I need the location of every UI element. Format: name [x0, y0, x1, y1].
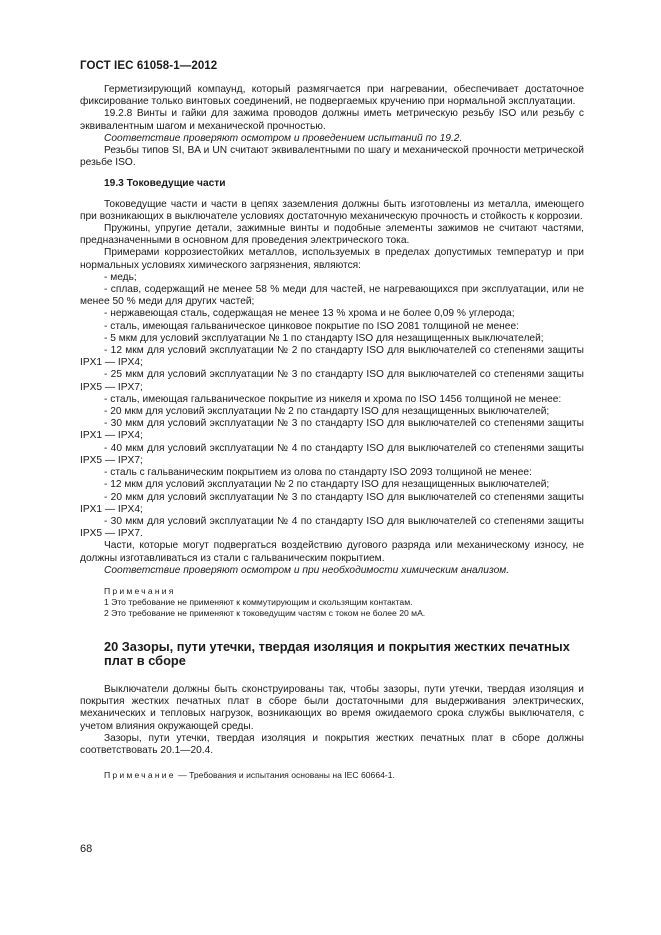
- section-20-heading: 20 Зазоры, пути утечки, твердая изоляция и покрытия жестких печатных плат в сборе: [104, 638, 570, 669]
- page-number: 68: [80, 843, 93, 855]
- s193-paragraph-4: Части, которые могут подвергаться воздействию дугового разряда или механическому износу, не должны изготавливаться из стали с гальваническим покрытием.: [80, 540, 584, 564]
- s193-paragraph-1: Токоведущие части и части в цепях заземления должны быть изготовлены из металла, имеющего при возникающих в выключателе условиях достаточную механическую прочность и стойкость к коррозии.: [80, 198, 584, 222]
- compliance-check-19-2: Соответствие проверяют осмотром и проведением испытаний по 19.2.: [104, 132, 463, 144]
- document-header: ГОСТ IEC 61058-1—2012: [80, 60, 218, 72]
- note-text: — Требования и испытания основаны на IEC 60664-1.: [175, 770, 395, 781]
- clause-19-2-8: 19.2.8 Винты и гайки для зажима проводов должны иметь метрическую резьбу ISO или резьбу с эквивалентным шагом и механической прочностью.: [80, 108, 584, 132]
- section-19-3-heading: 19.3 Токоведущие части: [104, 178, 226, 190]
- list-item: - сплав, содержащий не менее 58 % меди для частей, не нагревающихся при эксплуатации, или не менее 50 % меди для других частей;: [80, 284, 584, 308]
- note-label: Примечание: [104, 770, 176, 781]
- s20-paragraph-2: Зазоры, пути утечки, твердая изоляция и покрытия жестких печатных плат в сборе должны соответствовать 20.1—20.4.: [80, 732, 584, 756]
- list-item: - 20 мкм для условий эксплуатации № 3 по стандарту ISO для выключателей со степенями защиты IPX1 — IPX4;: [80, 491, 584, 515]
- list-item: - 20 мкм для условий эксплуатации № 2 по стандарту ISO для незащищенных выключателей;: [104, 406, 550, 418]
- section-20-note: [80, 769, 584, 781]
- note-2: 2 Это требование не применяют к токоведущим частям с током не более 20 мА.: [104, 607, 426, 618]
- list-item: - медь;: [104, 271, 137, 283]
- list-item: - сталь с гальваническим покрытием из олова по стандарту ISO 2093 толщиной не менее:: [104, 467, 532, 479]
- list-item: - 12 мкм для условий эксплуатации № 2 по стандарту ISO для выключателей со степенями защиты IPX1 — IPX4;: [80, 345, 584, 369]
- intro-paragraph-1: Герметизирующий компаунд, который размягчается при нагревании, обеспечивает достаточное фиксирование только винтовых соединений, не подвергаемых кручению при нормальной эксплуатации.: [80, 84, 584, 108]
- s193-paragraph-2: Пружины, упругие детали, зажимные винты и подобные элементы зажимов не считают частями, предназначенными в основном для проведения электрического тока.: [80, 223, 584, 247]
- s193-paragraph-3: Примерами коррозиестойких металлов, используемых в пределах допустимых температур и при нормальных условиях химического загрязнения, являются:: [80, 247, 584, 271]
- s20-paragraph-1: Выключатели должны быть сконструированы так, чтобы зазоры, пути утечки, твердая изоляция и покрытия жестких печатных плат в сборе были достаточными для выдерживания электрических, механических и тепловых нагрузок, возникающих во время ожидаемого срока службы выключателя, с учетом влияния окружающей среды.: [80, 683, 584, 732]
- list-item: - 25 мкм для условий эксплуатации № 3 по стандарту ISO для выключателей со степенями защиты IPX5 — IPX7;: [80, 369, 584, 393]
- list-item: - 30 мкм для условий эксплуатации № 3 по стандарту ISO для выключателей со степенями защиты IPX1 — IPX4;: [80, 418, 584, 442]
- notes-title: Примечания: [104, 585, 176, 596]
- list-item: - сталь, имеющая гальваническое цинковое покрытие по ISO 2081 толщиной не менее:: [104, 320, 519, 332]
- list-item: - 12 мкм для условий эксплуатации № 2 по стандарту ISO для незащищенных выключателей;: [104, 479, 550, 491]
- notes-block: [80, 586, 584, 619]
- list-item: - 30 мкм для условий эксплуатации № 4 по стандарту ISO для выключателей со степенями защиты IPX5 — IPX7.: [80, 515, 584, 540]
- list-item: - сталь, имеющая гальваническое покрытие из никеля и хрома по ISO 1456 толщиной не менее:: [104, 393, 562, 405]
- list-item: - 40 мкм для условий эксплуатации № 4 по стандарту ISO для выключателей со степенями защиты IPX5 — IPX7;: [80, 442, 584, 466]
- list-item: - нержавеющая сталь, содержащая не менее 13 % хрома и не более 0,09 % углерода;: [104, 308, 515, 320]
- page-content: [80, 84, 584, 781]
- list-item: - 5 мкм для условий эксплуатации № 1 по стандарту ISO для незащищенных выключателей;: [104, 332, 544, 344]
- metal-list: [80, 272, 584, 540]
- compliance-check-19-3: Соответствие проверяют осмотром и при необходимости химическим анализом.: [104, 564, 510, 576]
- intro-paragraph-4: Резьбы типов SI, BA и UN считают эквивалентными по шагу и механической прочности метрической резьбе ISO.: [80, 145, 584, 169]
- note-1: 1 Это требование не применяют к коммутирующим и скользящим контактам.: [104, 596, 413, 607]
